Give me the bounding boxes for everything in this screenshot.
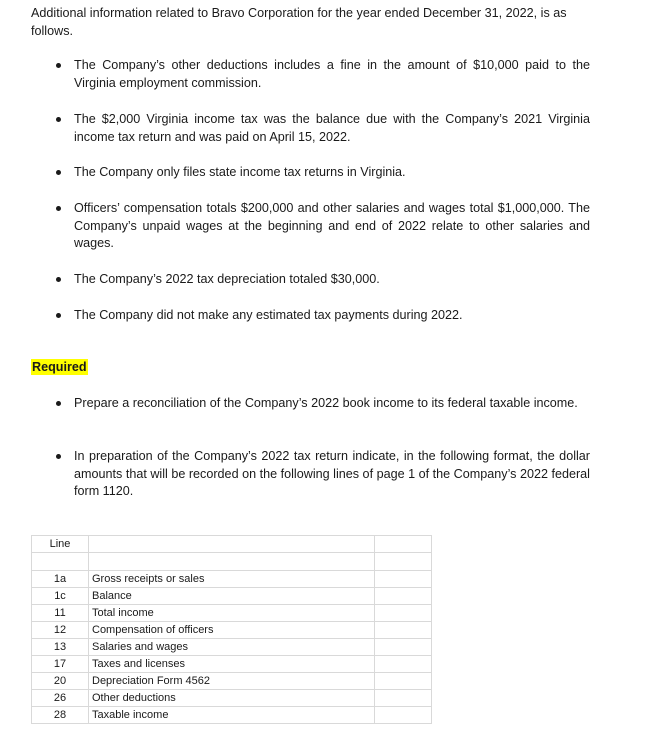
- line-number: 12: [32, 622, 89, 639]
- bullet-icon: [56, 170, 61, 175]
- bullet-icon: [56, 206, 61, 211]
- table-header-line: Line: [32, 536, 89, 553]
- line-amount: [375, 656, 432, 673]
- required-bullet-text: In preparation of the Company’s 2022 tax return indicate, in the following format, the dollar amounts that will be recorded on the following lines of page 1 of the Company’s 2022 federal form 1120.: [74, 449, 590, 498]
- info-bullet-text: The Company only files state income tax returns in Virginia.: [74, 165, 406, 179]
- bullet-icon: [56, 454, 61, 459]
- bullet-icon: [56, 401, 61, 406]
- table-cell: [375, 553, 432, 571]
- line-description: Salaries and wages: [89, 639, 375, 656]
- table-cell: [89, 553, 375, 571]
- line-number: 13: [32, 639, 89, 656]
- table-row: [32, 707, 432, 724]
- form-1120-lines-table: [31, 535, 432, 724]
- line-number: 11: [32, 605, 89, 622]
- info-bullet-text: Officers’ compensation totals $200,000 and other salaries and wages total $1,000,000. The Company’s unpaid wages at the beginning and end of 2022 relate to other salaries and wages.: [74, 201, 590, 250]
- bullet-icon: [56, 117, 61, 122]
- table-row: [32, 622, 432, 639]
- line-amount: [375, 673, 432, 690]
- required-heading: Required: [32, 360, 87, 374]
- line-description: Total income: [89, 605, 375, 622]
- line-amount: [375, 622, 432, 639]
- table-row: [32, 571, 432, 588]
- line-number: 17: [32, 656, 89, 673]
- line-description: Compensation of officers: [89, 622, 375, 639]
- table-spacer-row: [32, 553, 432, 571]
- line-amount: [375, 571, 432, 588]
- line-number: 1c: [32, 588, 89, 605]
- table-row: [32, 639, 432, 656]
- info-bullet-text: The $2,000 Virginia income tax was the balance due with the Company’s 2021 Virginia income tax return and was paid on April 15, 2022.: [74, 112, 590, 144]
- line-description: Depreciation Form 4562: [89, 673, 375, 690]
- table-row: [32, 588, 432, 605]
- table-row: [32, 690, 432, 707]
- line-description: Taxable income: [89, 707, 375, 724]
- table-row: [32, 656, 432, 673]
- intro-paragraph: Additional information related to Bravo Corporation for the year ended December 31, 2022, is as follows.: [31, 6, 567, 38]
- table-cell: [375, 536, 432, 553]
- line-description: Taxes and licenses: [89, 656, 375, 673]
- table-header-row: [32, 536, 432, 553]
- table-cell: [32, 553, 89, 571]
- info-bullet-text: The Company did not make any estimated tax payments during 2022.: [74, 308, 463, 322]
- info-bullet-text: The Company’s 2022 tax depreciation totaled $30,000.: [74, 272, 380, 286]
- line-description: Gross receipts or sales: [89, 571, 375, 588]
- line-amount: [375, 639, 432, 656]
- bullet-icon: [56, 313, 61, 318]
- bullet-icon: [56, 277, 61, 282]
- table-row: [32, 605, 432, 622]
- table-cell: [89, 536, 375, 553]
- line-number: 28: [32, 707, 89, 724]
- line-amount: [375, 588, 432, 605]
- line-description: Balance: [89, 588, 375, 605]
- line-amount: [375, 605, 432, 622]
- info-bullet-text: The Company’s other deductions includes a fine in the amount of $10,000 paid to the Virginia employment commission.: [74, 58, 590, 90]
- required-bullet-text: Prepare a reconciliation of the Company’s 2022 book income to its federal taxable income.: [74, 396, 578, 410]
- line-number: 26: [32, 690, 89, 707]
- bullet-icon: [56, 63, 61, 68]
- line-amount: [375, 690, 432, 707]
- line-number: 1a: [32, 571, 89, 588]
- line-number: 20: [32, 673, 89, 690]
- table-row: [32, 673, 432, 690]
- line-description: Other deductions: [89, 690, 375, 707]
- line-amount: [375, 707, 432, 724]
